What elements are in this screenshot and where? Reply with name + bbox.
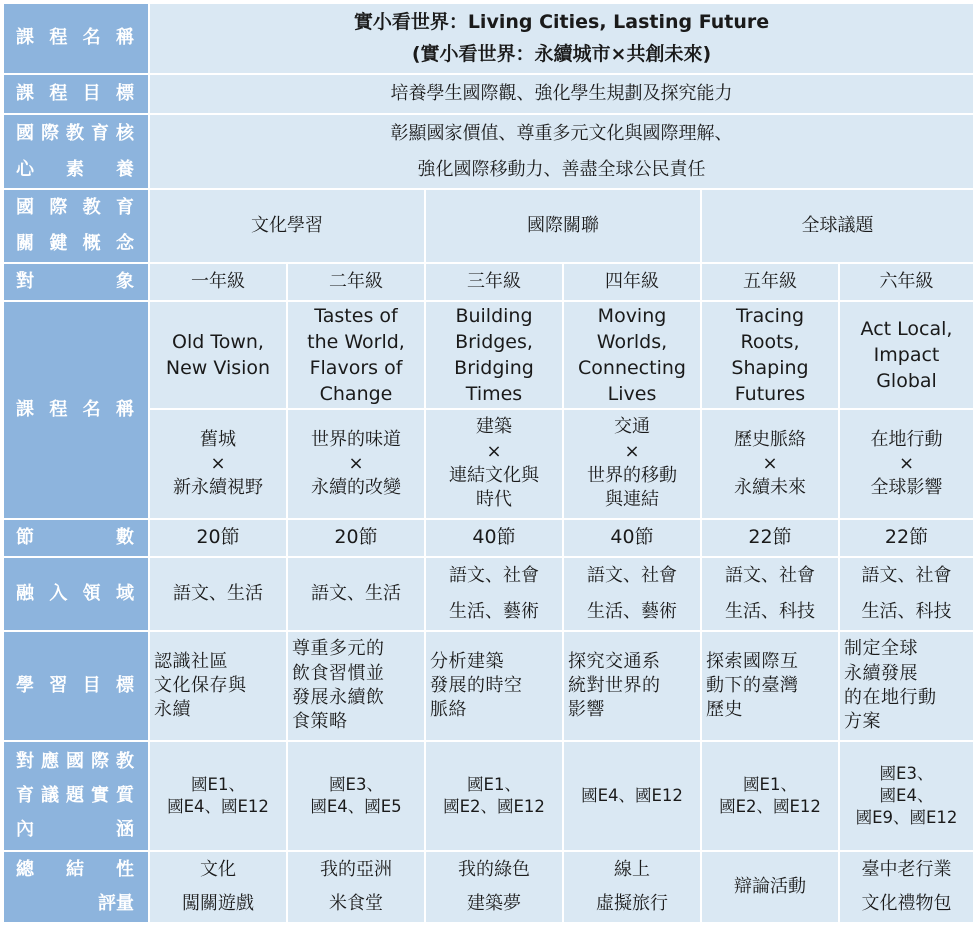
row-course-name xyxy=(3,3,974,74)
domain-line: 語文、社會 xyxy=(861,565,952,586)
unit-en-line: Old Town, xyxy=(172,330,264,353)
label-text: 評量 xyxy=(98,893,134,914)
assessment-line: 辯論活動 xyxy=(734,875,806,897)
course-title: 實小看世界：Living Cities, Lasting Future xyxy=(353,10,770,33)
label-text: 融入領域 xyxy=(16,582,134,604)
goal-line: 永續發展 xyxy=(844,662,918,684)
unit-en-line: Bridging xyxy=(454,357,534,379)
assessment-line: 米食堂 xyxy=(329,893,383,914)
issue-cell xyxy=(839,741,974,851)
key-concept-cell: 全球議題 xyxy=(701,189,974,263)
issue-cell xyxy=(701,741,839,851)
course-plan-table xyxy=(2,2,975,924)
unit-en-line: Futures xyxy=(734,383,806,406)
row-unit-zh xyxy=(3,409,974,519)
unit-en-line: Act Local, xyxy=(860,317,953,340)
goal-line: 脈絡 xyxy=(430,699,467,721)
issue-line: 國E3、 xyxy=(329,774,383,794)
unit-en-line: New Vision xyxy=(165,357,271,379)
goal-line: 發展永續飲 xyxy=(292,687,385,708)
goal-line: 食策略 xyxy=(292,711,348,733)
unit-zh-line: × xyxy=(762,452,778,474)
unit-en-line: Flavors of xyxy=(309,357,403,379)
domain-line: 語文、社會 xyxy=(449,565,539,586)
issue-cell xyxy=(287,741,425,851)
domain-line: 語文、社會 xyxy=(725,565,815,586)
label-text: 對應國際教 xyxy=(16,751,134,772)
issue-line: 國E1、 xyxy=(743,774,797,794)
domain-line: 語文、生活 xyxy=(173,582,263,604)
issue-line: 國E4、 xyxy=(879,785,934,805)
unit-zh-line: 永續未來 xyxy=(734,477,806,499)
issue-line: 國E4、國E12 xyxy=(581,785,683,805)
label-issue-content xyxy=(3,741,149,851)
core-competency-cell xyxy=(149,114,974,189)
unit-zh-line: 世界的移動 xyxy=(587,465,677,486)
goal-line: 動下的臺灣 xyxy=(706,674,799,696)
row-issue-content xyxy=(3,741,974,851)
label-core-competency xyxy=(3,114,149,189)
key-concept-cell: 國際關聯 xyxy=(425,189,701,263)
domain-cell xyxy=(701,557,839,631)
domain-cell xyxy=(425,557,563,631)
grade-cell: 二年級 xyxy=(287,263,425,301)
row-learning-goals xyxy=(3,631,974,741)
learning-goal-cell xyxy=(701,631,839,741)
label-text: 總結性 xyxy=(16,859,134,880)
goal-line: 文化保存與 xyxy=(154,674,247,696)
unit-en-line: Tracing xyxy=(735,304,805,327)
goal-line: 制定全球 xyxy=(844,638,918,660)
unit-zh-line: 舊城 xyxy=(200,428,236,450)
label-learning-goal xyxy=(3,631,149,741)
issue-line: 國E3、 xyxy=(879,763,934,783)
label-text: 課程目標 xyxy=(16,82,134,104)
assessment-line: 線上 xyxy=(614,859,650,880)
unit-en-cell xyxy=(563,301,701,409)
unit-zh-line: 與連結 xyxy=(605,489,659,511)
assessment-line: 虛擬旅行 xyxy=(596,893,668,914)
learning-goal-cell xyxy=(287,631,425,741)
unit-zh-cell xyxy=(701,409,839,519)
label-unit-name xyxy=(3,301,149,519)
assessment-cell xyxy=(149,851,287,923)
goal-line: 飲食習慣並 xyxy=(292,662,385,684)
grade-cell: 四年級 xyxy=(563,263,701,301)
issue-line: 國E4、國E12 xyxy=(167,797,269,816)
unit-zh-line: × xyxy=(486,440,502,462)
issue-cell xyxy=(563,741,701,851)
sessions-cell: 40節 xyxy=(425,519,563,557)
unit-zh-cell xyxy=(425,409,563,519)
issue-line: 國E2、國E12 xyxy=(719,797,821,816)
unit-zh-cell xyxy=(563,409,701,519)
goal-line: 分析建築 xyxy=(430,650,504,672)
domain-cell xyxy=(149,557,287,631)
issue-line: 國E1、 xyxy=(191,774,245,794)
assessment-cell xyxy=(287,851,425,923)
unit-zh-line: 建築 xyxy=(476,416,512,438)
unit-zh-line: 全球影響 xyxy=(870,477,943,499)
unit-en-line: Bridges, xyxy=(455,330,533,353)
domain-line: 生活、科技 xyxy=(861,601,952,622)
unit-zh-line: 歷史脈絡 xyxy=(734,428,806,450)
row-key-concepts xyxy=(3,189,974,263)
sessions-cell: 22節 xyxy=(839,519,974,557)
unit-en-cell xyxy=(839,301,974,409)
label-key-concept xyxy=(3,189,149,263)
course-subtitle: (實小看世界：永續城市×共創未來) xyxy=(411,42,712,65)
unit-zh-cell xyxy=(839,409,974,519)
label-text: 國際教育核 xyxy=(16,122,134,144)
assessment-line: 我的亞洲 xyxy=(320,859,392,880)
assessment-line: 我的綠色 xyxy=(458,859,530,880)
sessions-cell: 20節 xyxy=(149,519,287,557)
issue-cell xyxy=(425,741,563,851)
row-course-goal xyxy=(3,74,974,114)
unit-en-line: Worlds, xyxy=(596,330,668,353)
learning-goal-cell xyxy=(563,631,701,741)
label-text: 學習目標 xyxy=(16,674,134,696)
unit-zh-line: 永續的改變 xyxy=(311,477,401,499)
grade-cell: 五年級 xyxy=(701,263,839,301)
competency-line: 彰顯國家價值、尊重多元文化與國際理解、 xyxy=(390,122,733,144)
unit-en-line: Lives xyxy=(607,383,657,406)
unit-en-line: Change xyxy=(319,383,393,406)
label-text: 國際教育 xyxy=(16,197,134,218)
issue-line: 國E1、 xyxy=(467,774,521,794)
label-course-goal xyxy=(3,74,149,114)
label-text: 育議題實質 xyxy=(16,785,134,806)
competency-line: 強化國際移動力、善盡全球公民責任 xyxy=(417,158,706,180)
sessions-cell: 20節 xyxy=(287,519,425,557)
label-text: 對象 xyxy=(16,270,134,292)
unit-en-line: Shaping xyxy=(731,357,809,379)
grade-cell: 六年級 xyxy=(839,263,974,301)
unit-en-line: Tastes of xyxy=(314,304,398,327)
row-domains xyxy=(3,557,974,631)
unit-zh-line: × xyxy=(348,452,364,474)
learning-goal-cell xyxy=(839,631,974,741)
goal-line: 發展的時空 xyxy=(430,674,523,696)
unit-zh-line: 在地行動 xyxy=(870,428,943,450)
unit-zh-cell xyxy=(287,409,425,519)
sessions-cell: 40節 xyxy=(563,519,701,557)
label-text: 心素養 xyxy=(16,158,134,180)
course-goal-cell: 培養學生國際觀、強化學生規劃及探究能力 xyxy=(149,74,974,114)
domain-cell xyxy=(287,557,425,631)
domain-line: 生活、科技 xyxy=(725,601,815,622)
assessment-line: 建築夢 xyxy=(467,893,521,914)
row-sessions xyxy=(3,519,974,557)
label-assessment xyxy=(3,851,149,923)
label-text: 節數 xyxy=(16,526,134,548)
goal-line: 認識社區 xyxy=(154,650,228,672)
unit-en-line: Building xyxy=(455,304,533,327)
unit-en-line: Roots, xyxy=(740,330,800,353)
unit-zh-cell xyxy=(149,409,287,519)
goal-line: 影響 xyxy=(568,699,605,721)
grade-cell: 一年級 xyxy=(149,263,287,301)
row-target xyxy=(3,263,974,301)
unit-en-cell xyxy=(425,301,563,409)
unit-en-cell xyxy=(701,301,839,409)
assessment-line: 臺中老行業 xyxy=(861,859,952,880)
goal-line: 探索國際互 xyxy=(706,650,799,672)
unit-en-line: Global xyxy=(876,370,937,393)
unit-en-line: Connecting xyxy=(578,357,686,379)
label-text: 內涵 xyxy=(16,819,134,840)
assessment-cell xyxy=(425,851,563,923)
issue-line: 國E4、國E5 xyxy=(310,797,402,816)
grade-cell: 三年級 xyxy=(425,263,563,301)
goal-line: 尊重多元的 xyxy=(292,638,385,660)
assessment-line: 闖關遊戲 xyxy=(182,893,254,914)
row-assessment xyxy=(3,851,974,923)
unit-zh-line: 新永續視野 xyxy=(173,477,263,499)
label-sessions xyxy=(3,519,149,557)
goal-line: 方案 xyxy=(844,711,881,733)
goal-line: 歷史 xyxy=(706,699,743,721)
issue-cell xyxy=(149,741,287,851)
assessment-cell xyxy=(701,851,839,923)
learning-goal-cell xyxy=(425,631,563,741)
unit-zh-line: × xyxy=(624,440,640,462)
goal-line: 的在地行動 xyxy=(844,687,937,708)
unit-en-line: Times xyxy=(465,383,523,406)
issue-line: 國E9、國E12 xyxy=(855,808,958,828)
key-concept-cell: 文化學習 xyxy=(149,189,425,263)
sessions-cell: 22節 xyxy=(701,519,839,557)
label-domains xyxy=(3,557,149,631)
assessment-line: 文化 xyxy=(200,859,236,880)
domain-cell xyxy=(563,557,701,631)
assessment-cell xyxy=(839,851,974,923)
domain-line: 生活、藝術 xyxy=(587,601,677,622)
unit-en-line: Impact xyxy=(873,343,940,366)
label-text: 課程名稱 xyxy=(16,27,134,49)
label-text: 關鍵概念 xyxy=(16,233,134,254)
unit-zh-line: × xyxy=(210,452,226,474)
unit-en-cell xyxy=(149,301,287,409)
goal-line: 永續 xyxy=(154,699,191,721)
label-course-name xyxy=(3,3,149,74)
unit-zh-line: × xyxy=(898,452,915,474)
domain-line: 語文、生活 xyxy=(311,582,401,604)
goal-line: 探究交通系 xyxy=(568,650,661,672)
goal-line: 統對世界的 xyxy=(568,674,661,696)
row-unit-en xyxy=(3,301,974,409)
unit-zh-line: 世界的味道 xyxy=(311,428,401,450)
unit-en-line: the World, xyxy=(307,330,405,353)
domain-cell xyxy=(839,557,974,631)
row-core-competency xyxy=(3,114,974,189)
unit-zh-line: 連結文化與 xyxy=(449,465,539,486)
label-text: 課程名稱 xyxy=(16,398,134,420)
unit-zh-line: 時代 xyxy=(476,489,512,511)
assessment-cell xyxy=(563,851,701,923)
assessment-line: 文化禮物包 xyxy=(861,893,952,914)
unit-en-line: Moving xyxy=(597,304,667,327)
unit-en-cell xyxy=(287,301,425,409)
course-title-cell xyxy=(149,3,974,74)
unit-zh-line: 交通 xyxy=(614,416,650,438)
label-target xyxy=(3,263,149,301)
learning-goal-cell xyxy=(149,631,287,741)
issue-line: 國E2、國E12 xyxy=(443,797,545,816)
domain-line: 語文、社會 xyxy=(587,565,677,586)
domain-line: 生活、藝術 xyxy=(449,601,539,622)
